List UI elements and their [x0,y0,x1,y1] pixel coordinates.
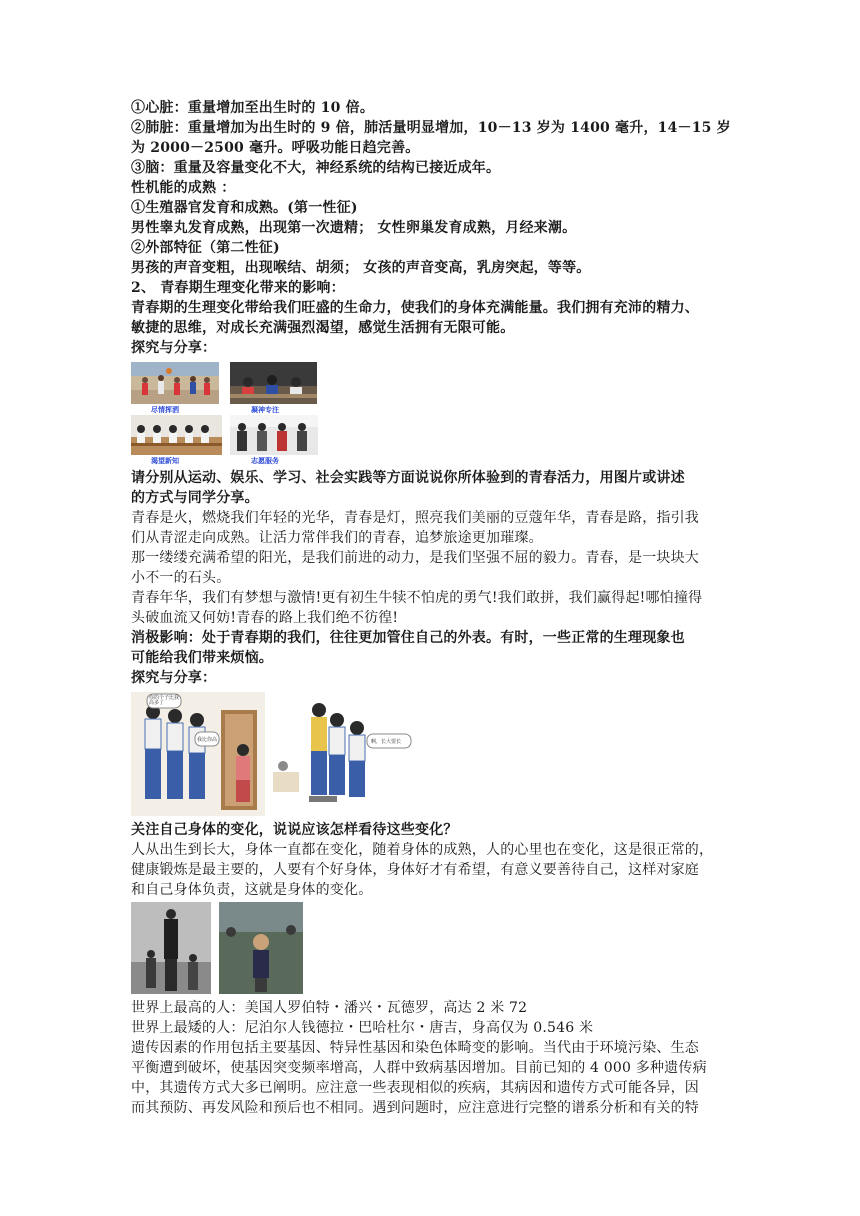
brain-line: ③脑：重量及容量变化不大，神经系统的结构已接近成年。 [131,160,501,176]
body-change-paragraph-3: 和自己身体负责，这就是身体的变化。 [131,882,373,898]
youth-paragraph-3a: 青春年华，我们有梦想与激情!更有初生牛犊不怕虎的勇气!我们敢拼，我们赢得起!哪怕撞得 [131,590,703,606]
bubble-text-3: 啊，长大要长 [371,739,402,745]
genetics-line-2: 平衡遭到破坏，使基因突变频率增高，人群中致病基因增加。目前已知的 4 000 多种遗传病 [131,1060,707,1076]
body-change-question: 关注自己身体的变化，说说应该怎样看待这些变化？ [131,822,458,838]
secondary-sex-characteristics: ②外部特征（第二性征) [131,240,280,256]
youth-paragraph-2a: 那一缕缕充满希望的阳光，是我们前进的动力，是我们坚强不屈的毅力。青春，是一块块大 [131,550,699,566]
tallest-person: 世界上最高的人：美国人罗伯特・潘兴・瓦德罗，高达 2 米 72 [131,1000,528,1016]
explore-share-label-2: 探究与分享： [131,670,217,686]
influence-line-1: 青春期的生理变化带给我们旺盛的生命力，使我们的身体充满能量。我们拥有充沛的精力、 [131,300,699,316]
genetics-line-4: 而其预防、再发风险和预后也不相同。遇到问题时，应注意进行完整的谱系分析和有关的特 [131,1100,699,1116]
classroom-photo [131,415,222,455]
lung-line: ②肺脏：重量增加为出生时的 9 倍，肺活量明显增加，10－13 岁为 1400 毫升，14－15 岁 [131,120,731,136]
body-change-paragraph-1: 人从出生到长大，身体一直都在变化，随着身体的成熟，人的心里也在变化，这是很正常的， [131,842,714,858]
share-question-line-2: 的方式与同学分享。 [131,490,259,506]
heart-line: ①心脏：重量增加至出生时的 10 倍。 [131,100,375,116]
sexual-maturity-heading: 性机能的成熟 ： [131,180,236,196]
activity-photo-grid [131,360,731,464]
caption-1: 尽情挥洒 [151,406,179,414]
share-question-line-1: 请分别从运动、娱乐、学习、社会实践等方面说说你所体验到的青春活力，用图片或讲述 [131,470,685,486]
negative-influence-line-1: 消极影响：处于青春期的我们，往往更加管住自己的外表。有时，一些正常的生理现象也 [131,630,685,646]
lung-line-cont: 为 2000－2500 毫升。呼吸功能日趋完善。 [131,140,420,156]
genetics-line-1: 遗传因素的作用包括主要基因、特异性基因和染色体畸变的影响。当代由于环境污染、生态 [131,1040,699,1056]
negative-influence-line-2: 可能给我们带来烦恼。 [131,650,273,666]
caption-4: 志愿服务 [251,457,279,465]
secondary-sex-detail: 男孩的声音变粗，出现喉结、胡须； 女孩的声音变高，乳房突起，等等。 [131,260,591,276]
shortest-person: 世界上最矮的人：尼泊尔人钱德拉・巴哈杜尔・唐吉，身高仅为 0.546 米 [131,1020,594,1036]
height-extremes-photos [131,902,731,996]
caption-2: 凝神专注 [251,406,279,414]
primary-sex-detail: 男性睾丸发育成熟，出现第一次遗精； 女性卵巢发育成熟，月经来潮。 [131,220,577,236]
explore-share-label: 探究与分享： [131,340,217,356]
youth-paragraph-2b: 小不一的石头。 [131,570,231,586]
youth-paragraph-1b: 们从青涩走向成熟。让活力常伴我们的青春，追梦旅途更加璀璨。 [131,530,543,546]
cartoon-illustration [131,692,731,818]
volunteer-photo [230,415,318,455]
youth-paragraph-3b: 头破血流又何妨!青春的路上我们绝不彷徨! [131,610,399,626]
body-change-paragraph-2: 健康锻炼是最主要的，人要有个好身体，身体好才有希望，有意义要善待自己，这样对家庭 [131,862,699,878]
primary-sex-characteristics: ①生殖器官发育和成熟。(第一性征) [131,200,358,216]
caption-3: 渴望新知 [151,457,179,465]
document-page [131,98,731,1118]
section-2-heading: 2、 青春期生理变化带来的影响： [131,280,345,296]
youth-paragraph-1a: 青春是火，燃烧我们年轻的光华，青春是灯，照亮我们美丽的豆蔻年华，青春是路，指引我 [131,510,699,526]
sports-photo [131,362,219,404]
study-photo [230,362,317,404]
genetics-line-3: 中，其遗传方式大多已阐明。应注意一些表现相似的疾病，其病因和遗传方式可能各异，因 [131,1080,699,1096]
bubble-text-1: 你的个子比我高多了 [149,695,180,706]
bubble-text-2: 我比你高 [197,737,218,743]
influence-line-2: 敏捷的思维，对成长充满强烈渴望，感觉生活拥有无限可能。 [131,320,515,336]
